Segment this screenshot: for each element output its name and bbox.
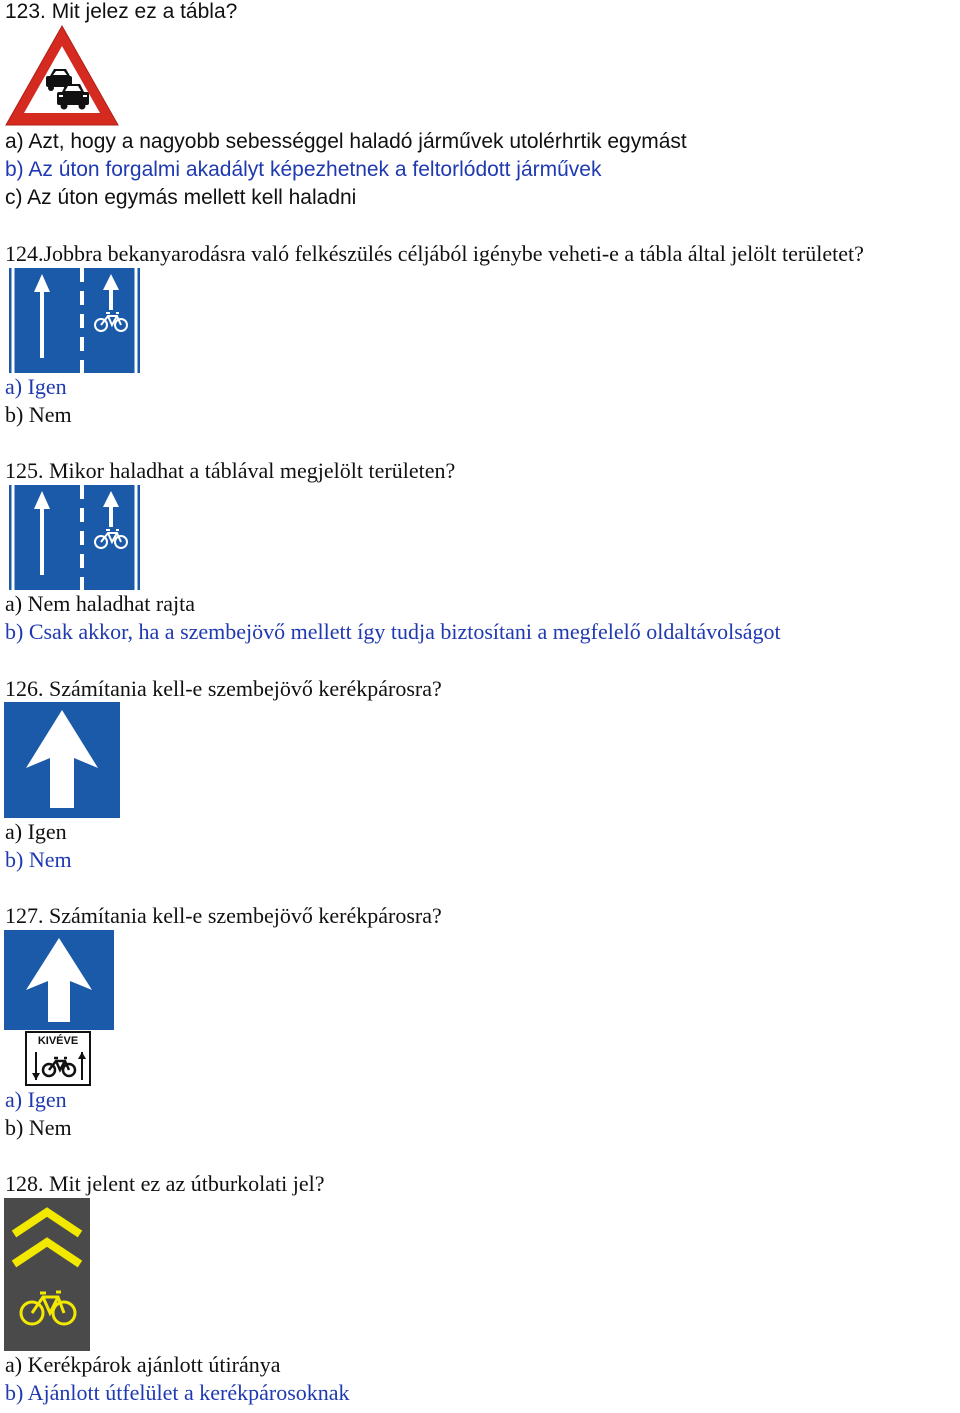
answer-c: c) Az úton egymás mellett kell haladni xyxy=(5,186,357,209)
answer-b: b) Nem xyxy=(5,402,72,427)
question-title: 124.Jobbra bekanyarodásra való felkészülés céljából igénybe veheti-e a tábla által jelölt területet? xyxy=(5,241,864,266)
question-title: 126. Számítania kell-e szembejövő kerékpárosra? xyxy=(5,676,442,701)
bicycle-lane-sign-icon xyxy=(9,485,140,590)
answer-a: a) Azt, hogy a nagyobb sebességgel haladó járművek utolérhrtik egymást xyxy=(5,130,687,153)
answer-b-correct: b) Az úton forgalmi akadályt képezhetnek a feltorlódott járművek xyxy=(5,158,602,181)
answer-a-correct: a) Igen xyxy=(5,1087,67,1112)
answer-a: a) Nem haladhat rajta xyxy=(5,591,195,616)
question-title: 125. Mikor haladhat a táblával megjelölt területen? xyxy=(5,458,456,483)
answer-a-correct: a) Igen xyxy=(5,374,67,399)
answer-b-correct: b) Nem xyxy=(5,847,72,872)
answer-b: b) Nem xyxy=(5,1115,72,1140)
question-title: 123. Mit jelez ez a tábla? xyxy=(5,0,238,23)
two-way-bicycle-icon xyxy=(30,1049,88,1083)
answer-a: a) Kerékpárok ajánlott útiránya xyxy=(5,1352,281,1377)
answer-b-correct: b) Ajánlott útfelület a kerékpárosoknak xyxy=(5,1380,350,1405)
one-way-street-sign-icon xyxy=(4,702,120,818)
supplementary-plate xyxy=(25,1031,91,1086)
question-title: 128. Mit jelent ez az útburkolati jel? xyxy=(5,1171,325,1196)
question-title: 127. Számítania kell-e szembejövő kerékpárosra? xyxy=(5,903,442,928)
answer-b-correct: b) Csak akkor, ha a szembejövő mellett így tudja biztosítani a megfelelő oldaltávolságot xyxy=(5,619,781,644)
plate-label: KIVÉVE xyxy=(37,1035,79,1047)
answer-a: a) Igen xyxy=(5,819,67,844)
bicycle-road-marking-icon xyxy=(4,1198,90,1351)
bicycle-lane-sign-icon xyxy=(9,268,140,373)
queue-warning-sign-icon xyxy=(4,24,120,128)
one-way-street-sign-icon xyxy=(4,930,114,1030)
